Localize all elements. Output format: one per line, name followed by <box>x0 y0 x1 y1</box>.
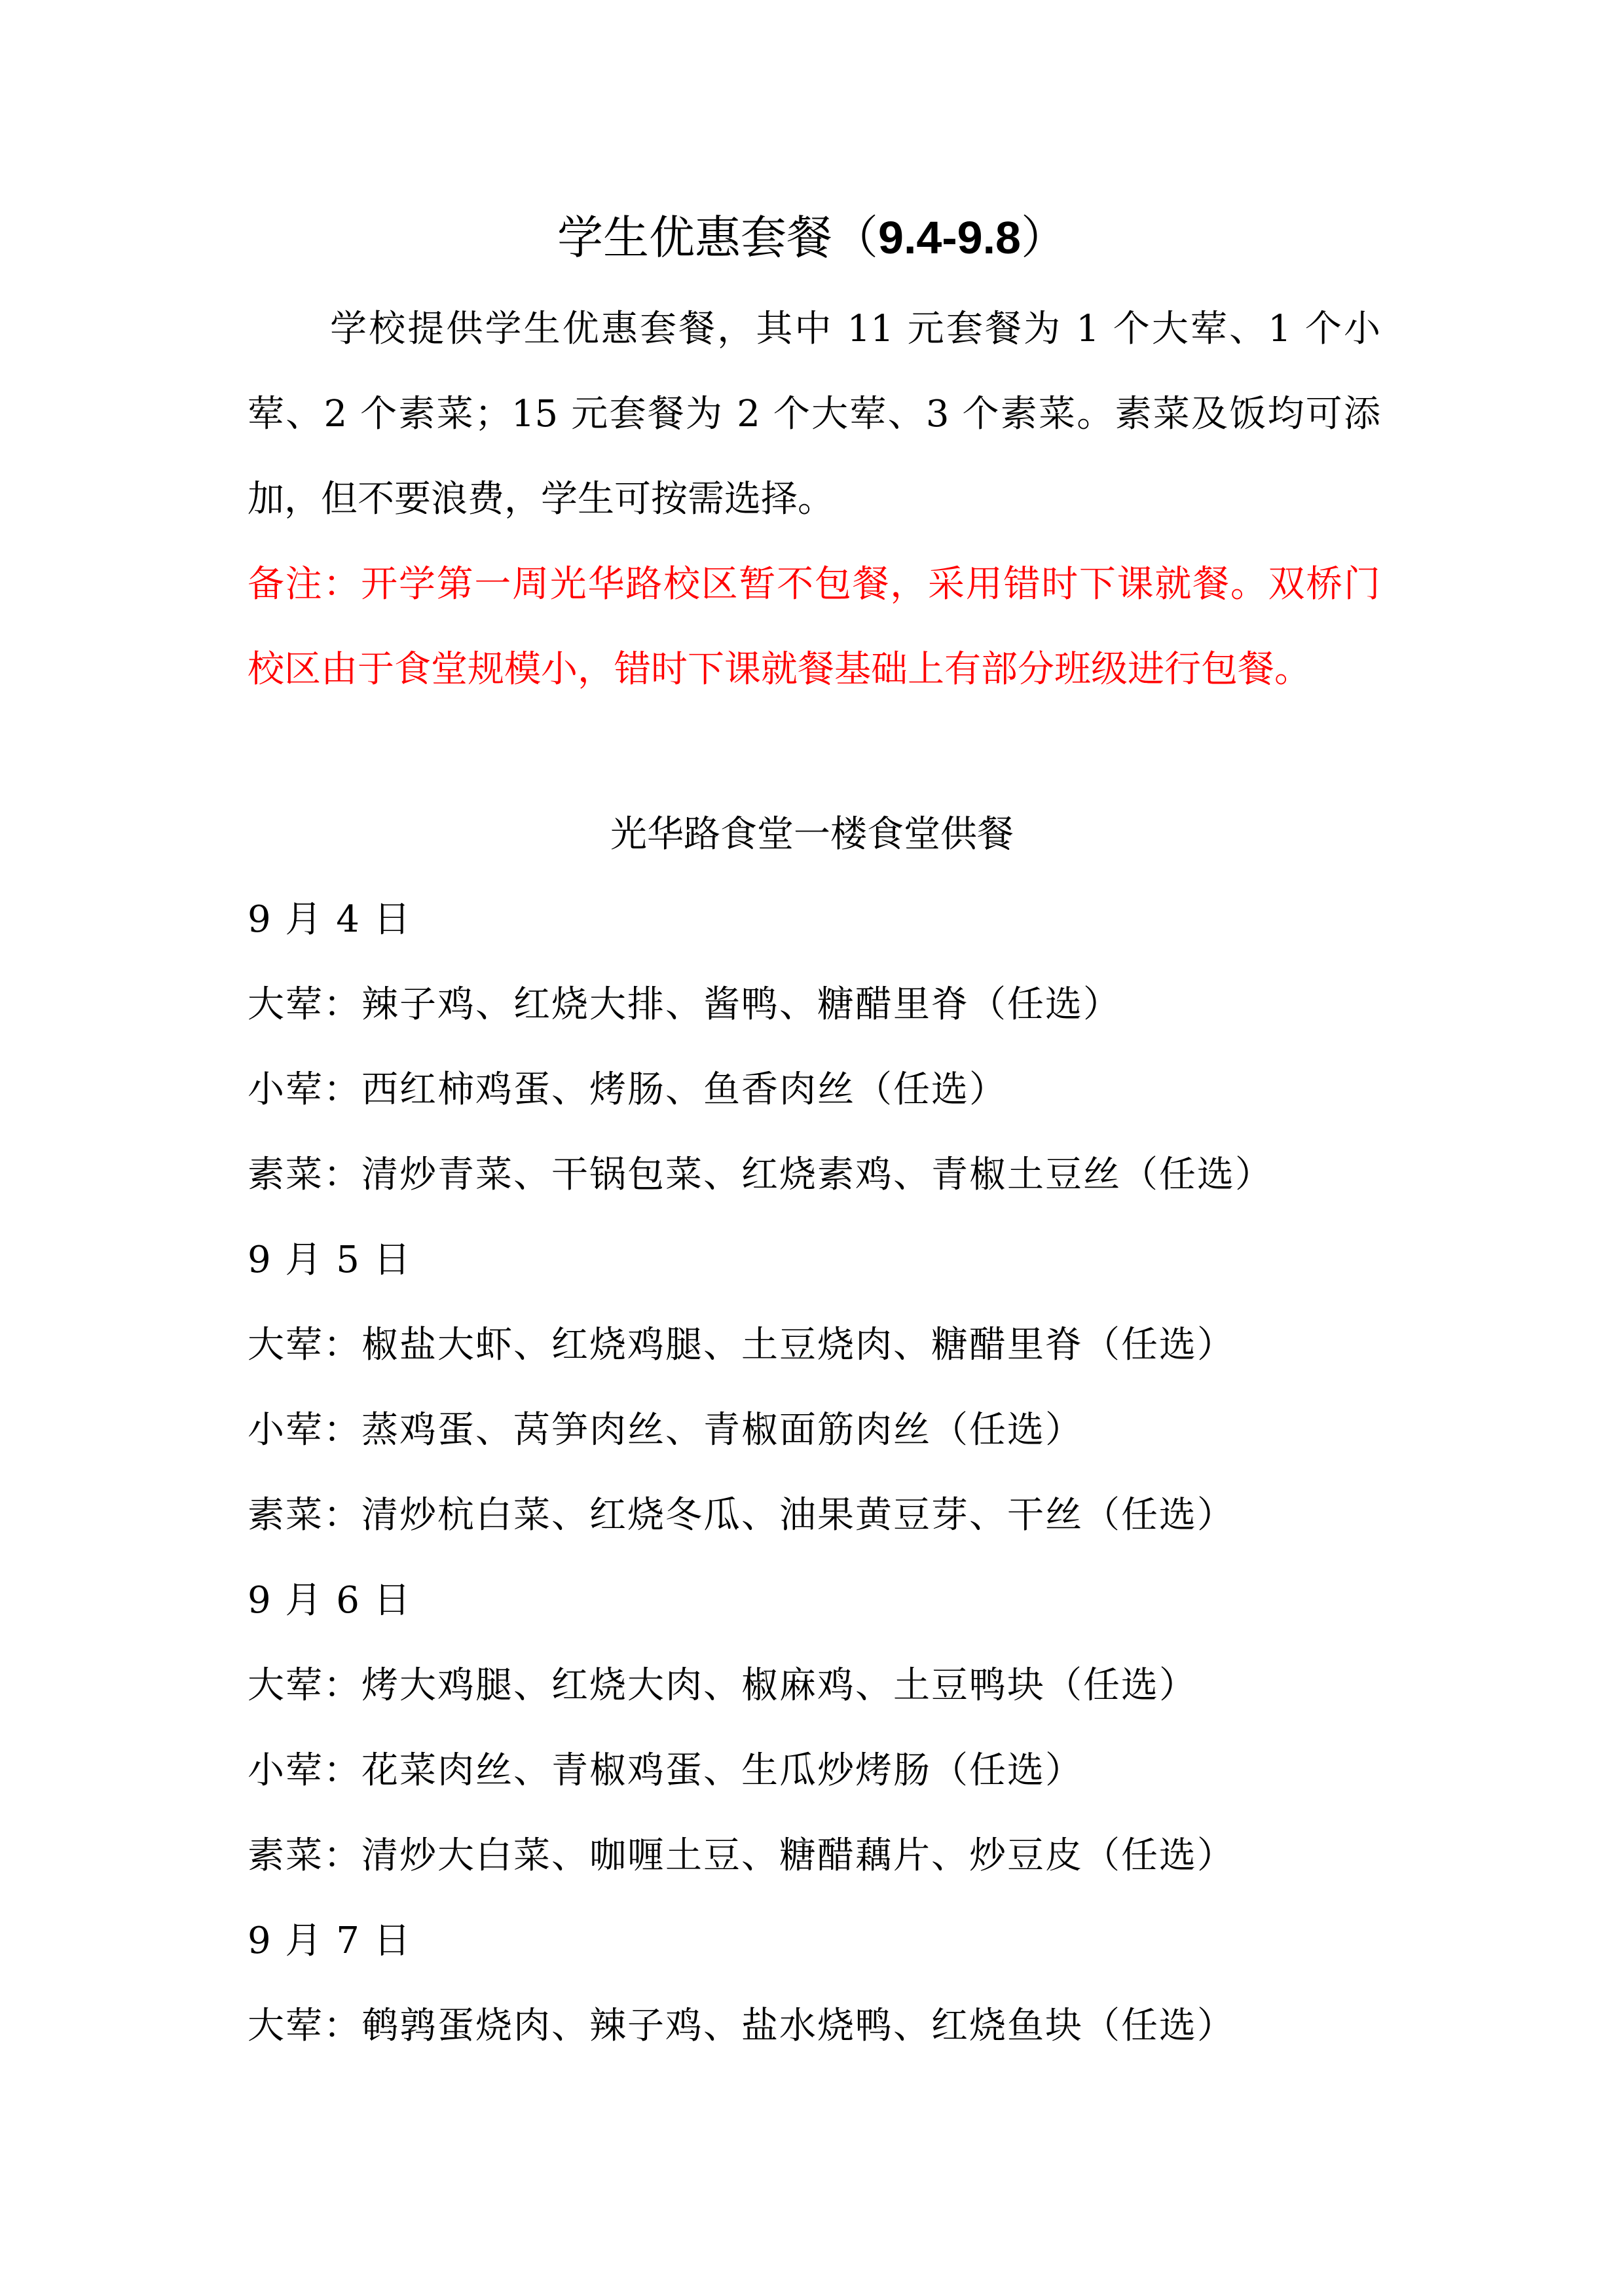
note-paragraph: 备注：开学第一周光华路校区暂不包餐，采用错时下课就餐。双桥门校区由于食堂规模小，错时下课就餐基础上有部分班级进行包餐。 <box>248 563 1380 691</box>
menu-line-main: 大荤：鹌鹑蛋烧肉、辣子鸡、盐水烧鸭、红烧鱼块（任选） <box>248 2005 1235 2047</box>
menu-line-small: 小荤：花菜肉丝、青椒鸡蛋、生瓜炒烤肠（任选） <box>248 1749 1083 1792</box>
menu-list <box>248 890 1380 2082</box>
section-subtitle: 光华路食堂一楼食堂供餐 <box>610 813 1014 856</box>
title-close: ） <box>1020 211 1067 264</box>
menu-line-veg: 素菜：清炒杭白菜、红烧冬瓜、油果黄豆芽、干丝（任选） <box>248 1494 1235 1537</box>
menu-line-veg: 素菜：清炒青菜、干锅包菜、红烧素鸡、青椒土豆丝（任选） <box>248 1154 1273 1196</box>
intro-paragraph: 学校提供学生优惠套餐，其中 11 元套餐为 1 个大荤、1 个小荤、2 个素菜；15 元套餐为 2 个大荤、3 个素菜。素菜及饭均可添加，但不要浪费，学生可按需选择。 <box>248 308 1380 520</box>
menu-line-veg: 素菜：清炒大白菜、咖喱土豆、糖醋藕片、炒豆皮（任选） <box>248 1834 1235 1877</box>
menu-date: 9 月 5 日 <box>248 1239 412 1281</box>
menu-date: 9 月 6 日 <box>248 1579 412 1622</box>
menu-line-small: 小荤：西红柿鸡蛋、烤肠、鱼香肉丝（任选） <box>248 1068 1007 1111</box>
title-date-range: 9.4-9.8 <box>878 212 1021 263</box>
menu-date: 9 月 4 日 <box>248 898 412 941</box>
menu-line-small: 小荤：蒸鸡蛋、莴笋肉丝、青椒面筋肉丝（任选） <box>248 1409 1083 1451</box>
menu-line-main: 大荤：辣子鸡、红烧大排、酱鸭、糖醋里脊（任选） <box>248 983 1121 1026</box>
menu-line-main: 大荤：烤大鸡腿、红烧大肉、椒麻鸡、土豆鸭块（任选） <box>248 1664 1197 1707</box>
page-title <box>0 208 1624 267</box>
title-text: 学生优惠套餐（ <box>557 211 879 264</box>
menu-date: 9 月 7 日 <box>248 1920 412 1962</box>
menu-line-main: 大荤：椒盐大虾、红烧鸡腿、土豆烧肉、糖醋里脊（任选） <box>248 1324 1235 1366</box>
